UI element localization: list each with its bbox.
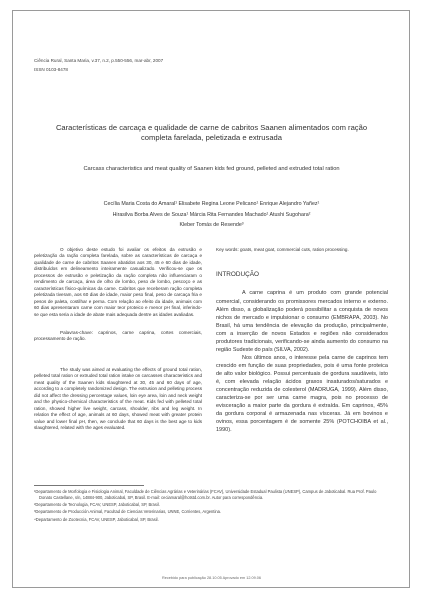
received-dates: Recebido para publicação 28.10.05 Aprovado em 12.09.06	[161, 576, 261, 580]
left-column	[34, 247, 202, 431]
key-words: Key words: goats, meat goat, commercial cuts, ration processing.	[216, 247, 349, 252]
footnote: ⁴Departamento de Zootecnia, FCAV, UNESP, Jaboticabal, SP, Brasil.	[34, 516, 159, 522]
footnotes	[34, 489, 389, 524]
intro-paragraph: A carne caprina é um produto com grande potencial comercial, considerando os promissores mercados interno e externo. Além disso, a globalização poderá possibilitar a conquista de novos nichos de mercado e impulsionar o consumo (EMBRAPA, 2003). No Brasil, há uma tendência de elevação da produção, principalmente, com a inserção de novos Estados e regiões não considerados produtores tradicionais, verificando-se ainda aumento do consumo na região Sudeste do país (SILVA, 2002).	[216, 290, 388, 353]
author-line: Kleber Tomás de Resende³	[179, 222, 244, 228]
author-list	[40, 199, 383, 231]
intro-paragraph: Nos últimos anos, o interesse pela carne de caprinos tem crescido em função de suas propriedades, pois é uma fonte proteica de alto valor biológico. Possui percentuais de gordura saudáveis, isto é, com elevada relação ácidos graxos insaturados/saturados e concentração reduzida de colesterol (MADRUGA, 1999). Além disso, caracteriza-se por ser uma carne magra, pois no processo de evisceração a maior parte da gordura é extraída. Em caprinos, 45% da gordura corporal é armazenada nas vísceras. Já em bovinos e ovinos, essa porcentagem é de somente 25% (POTCHOIBA et al., 1990).	[216, 354, 388, 434]
palavras-chave: Palavras-chave: caprinos, carne caprina, cortes comerciais, processamento de ração.	[34, 329, 202, 342]
journal-citation: Ciência Rural, Santa Maria, v.37, n.2, p.550-556, mar-abr, 2007	[34, 58, 164, 63]
footnote: ¹Departamento de Morfologia e Fisiologia Animal, Faculdade de Ciências Agrárias e Veterinárias (FCAV), Universidade Estadual Paulista (UNESP), Campus de Jaboticabal. Rua Prof. Paulo Donato Castellane, s/n, 14884-900, Jaboticabal, SP, Brasil. E-mail: ceciamaral@hotstd.com.br. Autor para correspondência.	[34, 489, 377, 500]
footnote: ³Departamento de Producción Animal, Facultad de Ciencias Veterinarias, UNNE, Corrientes, Argentina.	[34, 509, 222, 515]
footnote: ²Departamento de Tecnologia, FCAV, UNESP, Jaboticabal, SP, Brasil.	[34, 502, 160, 508]
title-portuguese: Características de carcaça e qualidade de carne de cabritos Saanen alimentados com ração completa farelada, peletizada e extrusada	[55, 123, 368, 142]
abstract-text: The study was aimed at evaluating the effects of ground total ration, pelleted total ration or extruded total ration intake on carcasses characteristics and meat quality of the Saanen kids slaughtered at 30, 45 and 60 days of age, according to a completely randomized design. The extrusion and pelleting process did not affect the dressing percentage values, loin eye area, loin and neck weight and the physico-chemical characteristics of the meat. Kids fed with pelleted total ration, showed higher live weight, carcass, shoulder, ribs and leg weight. In relation the effect of age, animals at 60 days, showed meat with greater protein value and lower final pH, then, we conclude that 60 days is the best age to kids slaughtered, related with the ages evaluated.	[34, 366, 202, 430]
section-heading-introducao: INTRODUÇÃO	[216, 271, 259, 279]
author-line: Cecília Maria Costa do Amaral¹ Elisabete Regina Leone Pelicano¹ Enrique Alejandro Yañez¹	[103, 201, 320, 207]
resumo-text: O objetivo deste estudo foi avaliar os efeitos da extrusão e peletização da ração completa farelada, sobre as características de carcaça e qualidade de carne de cabritos Saanen abatidos aos 30, 45 e 60 dias de idade, distribuídos em delineamento inteiramente casualizado. Verificou-se que os processos de extrusão e peletização da ração completa não influenciaram o rendimento de carcaça, área de olho de lombo, peso de lombo, pescoço e as características físico-químicas da carne. Cabritos que receberam ração completa peletizada tiveram, aos 60 dias de idade, maior peso final, peso de carcaça fria e pesos de paleta, costilhar e perna. Com relação ao efeito da idade, animais com 60 dias apresentaram carne com maior teor proteico e menor pH final, inferindo-se que esta seria a idade de abate mais adequada dentre as idades avaliadas.	[34, 247, 202, 317]
footnote-divider	[34, 485, 144, 486]
issn: ISSN 0103-8478	[34, 67, 68, 72]
author-line: Hirasilva Borba Alves de Souza¹ Márcia Rita Fernandes Machado¹ Atushi Sugohara²	[112, 211, 311, 218]
right-column	[216, 247, 388, 434]
title-english: Carcass characteristics and meat quality of Saanen kids fed ground, pelleted and extruded total ration	[83, 166, 340, 172]
